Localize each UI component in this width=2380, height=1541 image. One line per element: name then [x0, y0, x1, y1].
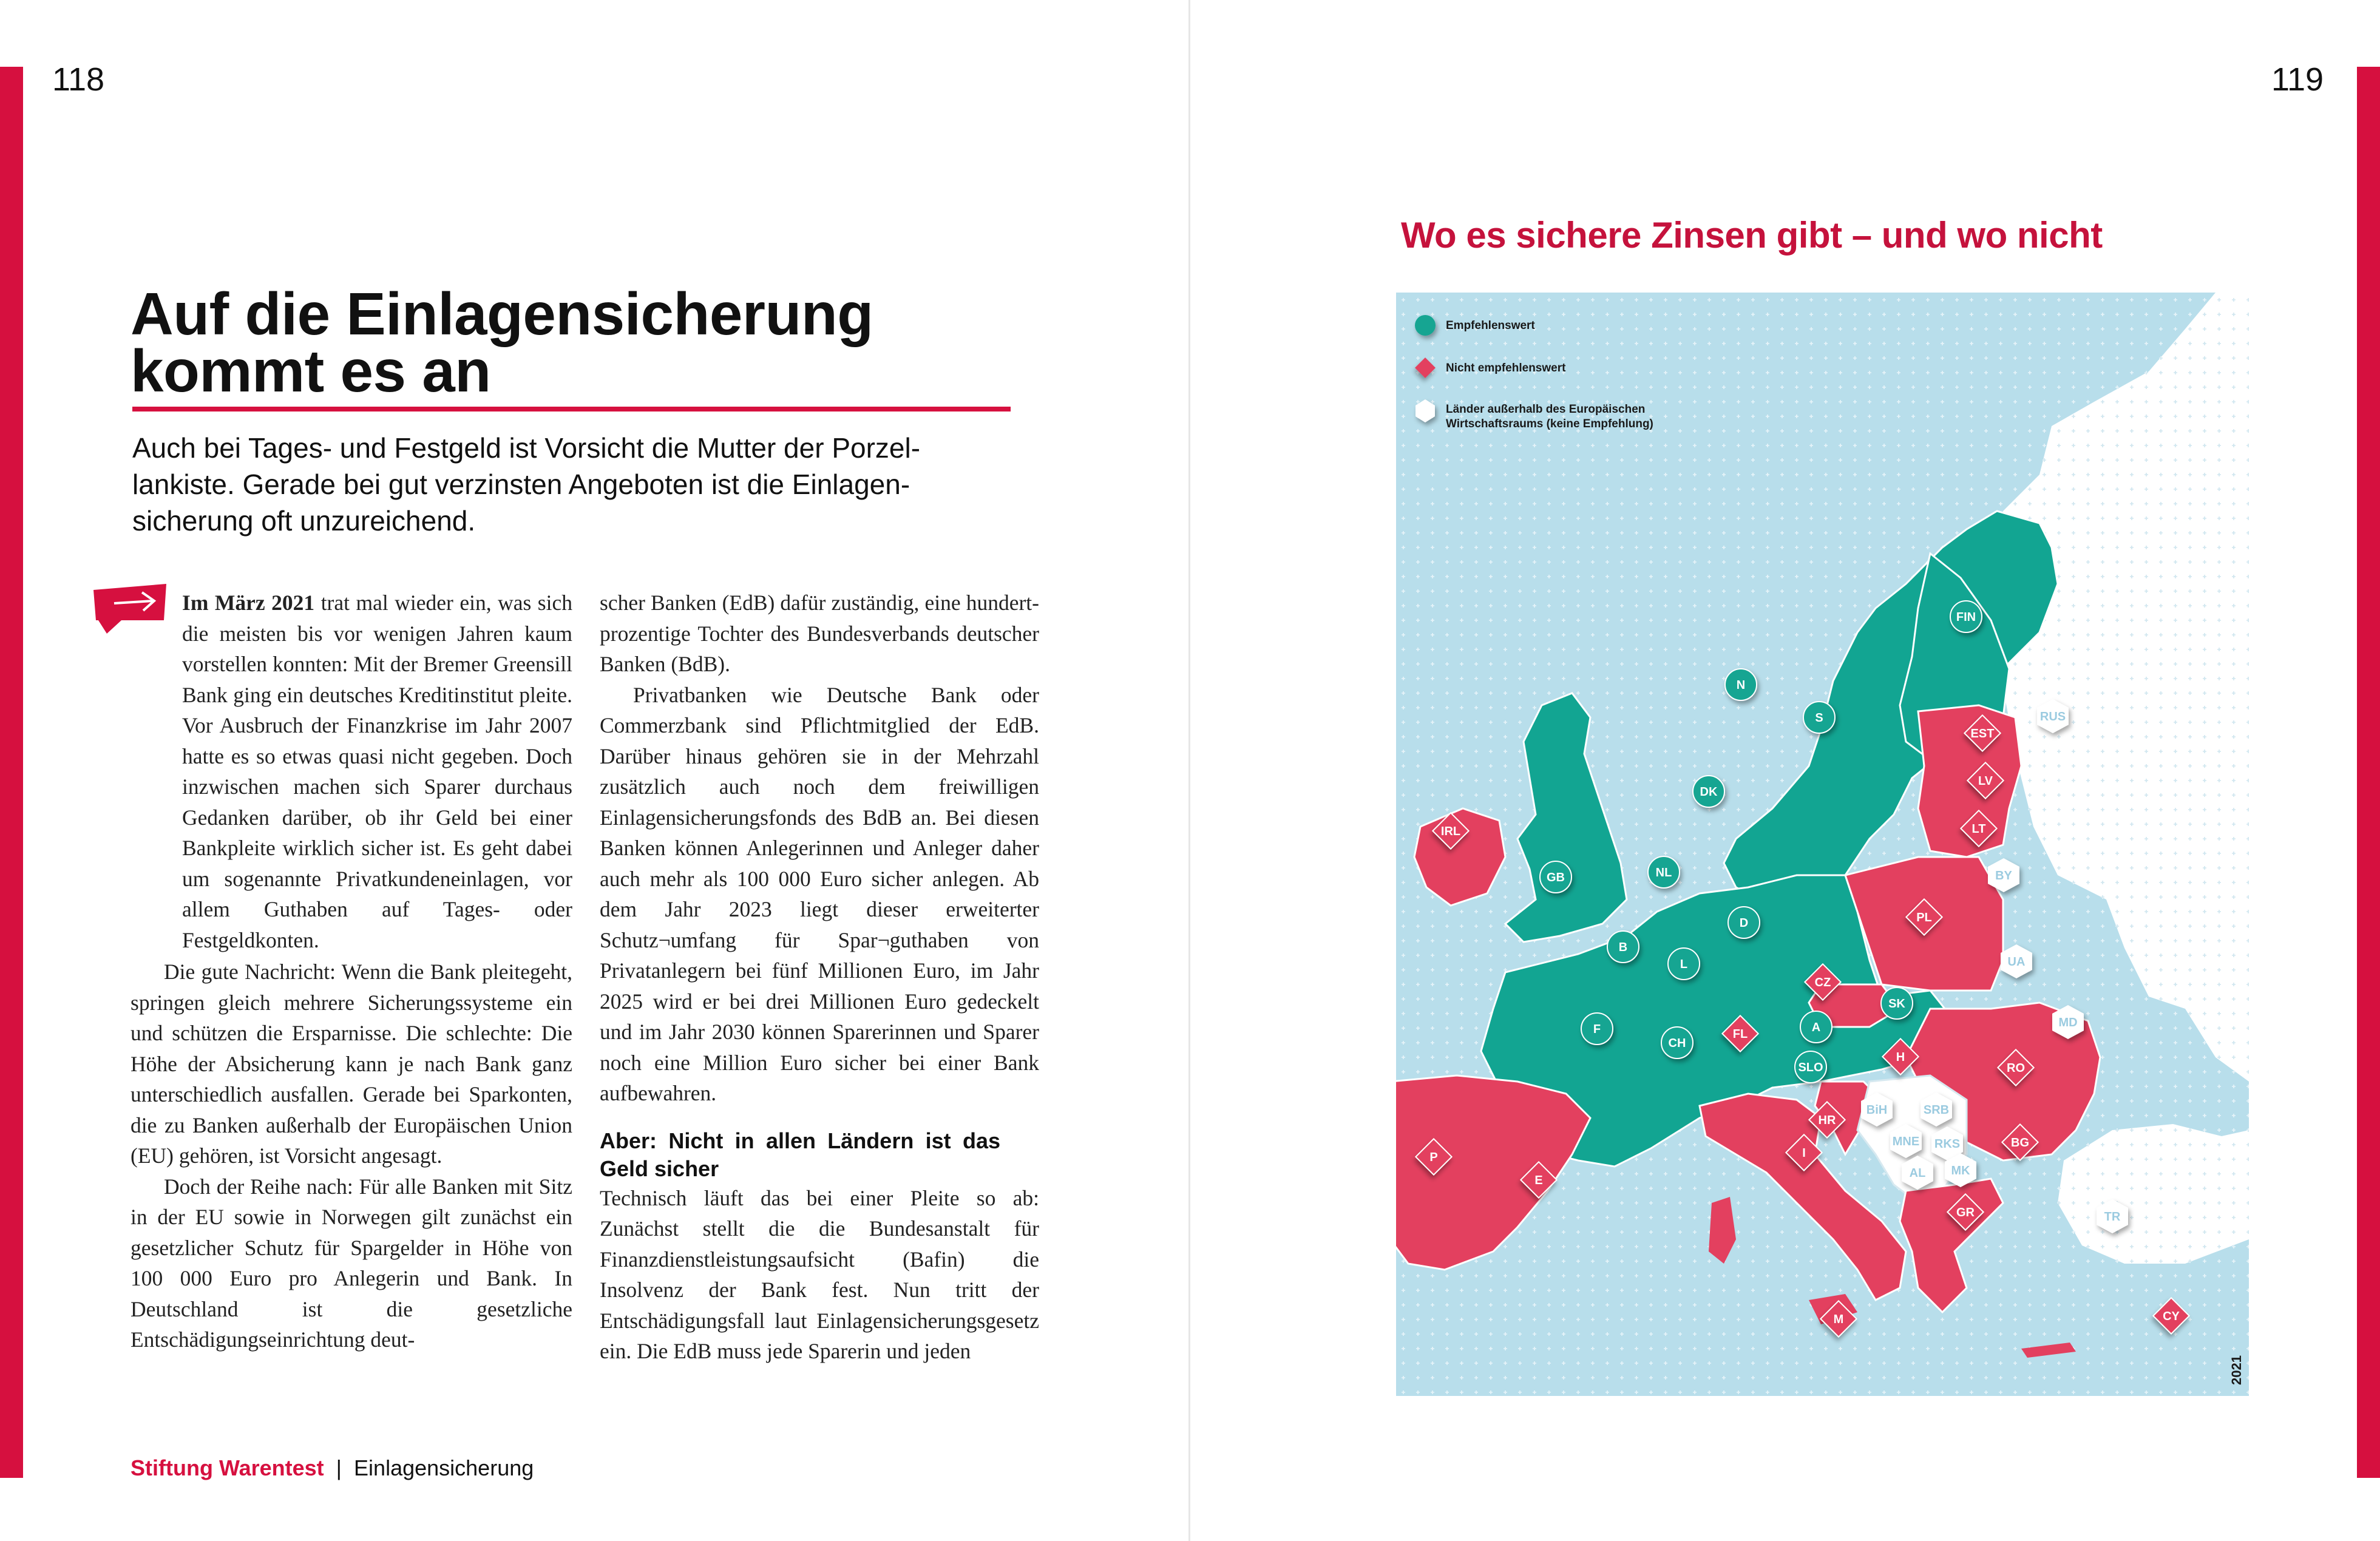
marker-sk [1881, 987, 1913, 1019]
page-title [131, 280, 1017, 404]
svg-text:SRB: SRB [1923, 1103, 1950, 1117]
paragraph: Die gute Nachricht: Wenn die Bank pleitegeht, springen gleich mehrere Sicherungssysteme ein und schützen die Ersparnisse. Die schlechte: Die Höhe der Absicherung kann je nach Bank ganz unterschiedlich ausfallen. Gerade bei Sparkonten, die zu Banken außerhalb der Europäischen Union (EU) gehören, ist Vorsicht angesagt. [131, 960, 572, 1168]
svg-text:AL: AL [1909, 1167, 1926, 1180]
svg-text:GR: GR [1956, 1206, 1975, 1219]
marker-dk [1693, 776, 1724, 807]
page-footer [131, 1455, 534, 1481]
svg-text:SLO: SLO [1798, 1061, 1823, 1074]
svg-text:H: H [1896, 1051, 1905, 1064]
lead-line: lankiste. Gerade bei gut verzinsten Angeboten ist die Einlagen- [132, 469, 910, 500]
svg-text:NL: NL [1655, 866, 1672, 879]
svg-text:CY: CY [2163, 1310, 2180, 1323]
paragraph: Technisch läuft das bei einer Pleite so ab: Zunächst stellt die die Bundesanstalt für Finanzdienstleistungsaufsicht (Bafin) die Insolvenz der Bank fest. Nun tritt der Entschädigungsfall laut Einlagensicherungsgesetz ein. Die EdB muss jede Sparerin und jeden [600, 1185, 1039, 1363]
legend-outside-line-2: Wirtschaftsraums (keine Empfehlung) [1446, 418, 1653, 430]
article-column-2 [600, 588, 1039, 1367]
svg-text:I: I [1802, 1146, 1806, 1160]
footer-brand: Stiftung Warentest [131, 1455, 324, 1480]
legend-not-recommended: Nicht empfehlenswert [1446, 362, 1566, 374]
lead-line: sicherung oft unzureichend. [132, 505, 476, 537]
svg-text:D: D [1739, 916, 1749, 930]
article-column-1-cont [131, 957, 572, 1355]
paragraph: scher Banken (EdB) dafür zuständig, eine hundert-prozentige Tochter des Bundesverbands deutscher Banken (BdB). [600, 591, 1039, 676]
svg-text:PL: PL [1916, 911, 1932, 924]
svg-text:RUS: RUS [2039, 710, 2066, 723]
svg-text:E: E [1534, 1174, 1543, 1187]
svg-text:A: A [1811, 1021, 1821, 1034]
marker-nl [1648, 856, 1680, 888]
marker-n [1725, 669, 1757, 700]
map-year: 2021 [2229, 1355, 2244, 1385]
svg-text:P: P [1429, 1151, 1438, 1164]
svg-text:TR: TR [2104, 1210, 2121, 1224]
legend-outside-line-1: Länder außerhalb des Europäischen [1446, 403, 1646, 416]
paragraph: Doch der Reihe nach: Für alle Banken mit Sitz in der EU sowie in Norwegen gilt zunächst ein gesetzlicher Schutz für Spargelder in Höhe von 100 000 Euro pro Anlegerin und Bank. In Deutschland ist die gesetzliche Entschädigungseinrichtung deut- [131, 1174, 572, 1352]
svg-text:BG: BG [2011, 1136, 2029, 1150]
svg-text:B: B [1618, 941, 1628, 954]
svg-text:IRL: IRL [1440, 825, 1461, 838]
svg-text:CZ: CZ [1814, 976, 1831, 989]
svg-text:EST: EST [1970, 727, 1995, 740]
paragraph-text: trat mal wieder ein, was sich die meisten bis vor wenigen Jahren kaum vorstellen konnten: Mit der Bremer Greensill Bank ging ein deutsches Kreditinstitut pleite. Vor Ausbruch der Finanzkrise im Jahr 2007 hatte es so etwas quasi nicht gegeben. Doch inzwischen machen sich Sparer durchaus Gedanken darüber, ob ihr Geld bei einer Bankpleite wirklich sicher ist. Es geht dabei um sogenannte Privatkundeneinlagen, vor allem Guthaben auf Tages- oder Festgeldkonten. [182, 591, 572, 952]
svg-text:UA: UA [2007, 955, 2026, 969]
svg-text:MK: MK [1951, 1164, 1970, 1177]
title-underline [132, 407, 1011, 411]
title-line-1: Auf die Einlagensicherung [131, 280, 873, 347]
arrow-marker-icon [90, 581, 170, 636]
svg-text:SK: SK [1888, 997, 1905, 1011]
svg-text:N: N [1736, 679, 1746, 692]
left-page-red-edge [0, 67, 23, 1478]
svg-text:BiH: BiH [1866, 1103, 1888, 1117]
svg-text:LV: LV [1978, 774, 1993, 788]
marker-b [1607, 931, 1639, 963]
paragraph [182, 588, 572, 955]
legend-green-icon [1415, 315, 1436, 336]
svg-text:MNE: MNE [1892, 1135, 1920, 1148]
marker-d [1728, 907, 1760, 938]
marker-gb [1540, 861, 1571, 893]
svg-text:S: S [1815, 711, 1823, 725]
marker-a [1800, 1011, 1832, 1043]
svg-text:DK: DK [1700, 785, 1718, 799]
lead-line: Auch bei Tages- und Festgeld ist Vorsicht die Mutter der Porzel- [132, 432, 921, 464]
svg-text:GB: GB [1547, 871, 1565, 884]
map-title: Wo es sichere Zinsen gibt – und wo nicht [1401, 215, 2103, 256]
svg-text:CH: CH [1668, 1037, 1686, 1050]
svg-text:LT: LT [1971, 822, 1986, 836]
svg-text:FIN: FIN [1956, 611, 1976, 624]
marker-slo [1795, 1051, 1826, 1083]
svg-text:BY: BY [1995, 869, 2012, 882]
marker-ch [1661, 1027, 1693, 1058]
page-number-right: 119 [2271, 61, 2324, 98]
page-number-left: 118 [52, 61, 105, 98]
lead-paragraph [132, 430, 1019, 539]
svg-text:FL: FL [1732, 1028, 1748, 1041]
svg-text:M: M [1833, 1313, 1844, 1326]
intro-bold: Im März 2021 [182, 591, 315, 615]
svg-text:L: L [1680, 958, 1688, 971]
right-page-red-edge [2357, 67, 2380, 1478]
svg-text:MD: MD [2058, 1016, 2078, 1029]
marker-fin [1950, 601, 1982, 632]
page-gutter [1188, 0, 1190, 1541]
svg-text:RKS: RKS [1934, 1137, 1961, 1151]
marker-l [1668, 948, 1700, 980]
marker-s [1803, 702, 1835, 733]
footer-topic: Einlagensicherung [354, 1455, 534, 1480]
title-line-2: kommt es an [131, 337, 491, 404]
marker-f [1581, 1013, 1613, 1045]
svg-text:RO: RO [2007, 1062, 2025, 1075]
europe-map [1396, 293, 2249, 1396]
article-column-1 [182, 588, 572, 955]
svg-text:HR: HR [1818, 1114, 1836, 1127]
svg-text:F: F [1593, 1023, 1601, 1036]
section-subheading: Aber: Nicht in allen Ländern ist das Geld sicher [600, 1128, 1000, 1181]
paragraph: Privatbanken wie Deutsche Bank oder Commerzbank sind Pflichtmitglied der EdB. Darüber hinaus gehören sie in der Mehrzahl zusätzlich auch noch dem freiwilligen Einlagensicherungsfonds des BdB an. Bei diesen Banken können Anlegerinnen und Anleger daher auch mehr als 100 000 Euro sicher anlegen. Ab dem Jahr 2023 liegt dieser erweiterter Schutz¬umfang für Spar¬guthaben von Privatanlegern bei fünf Millionen Euro, im Jahr 2025 wird er bei drei Millionen Euro gedeckelt und im Jahr 2030 können Sparerinnen und Sparer noch eine Million Euro sicher bei einer Bank aufbewahren. [600, 682, 1039, 1105]
footer-separator: | [336, 1455, 342, 1480]
legend-recommended: Empfehlenswert [1446, 319, 1535, 332]
